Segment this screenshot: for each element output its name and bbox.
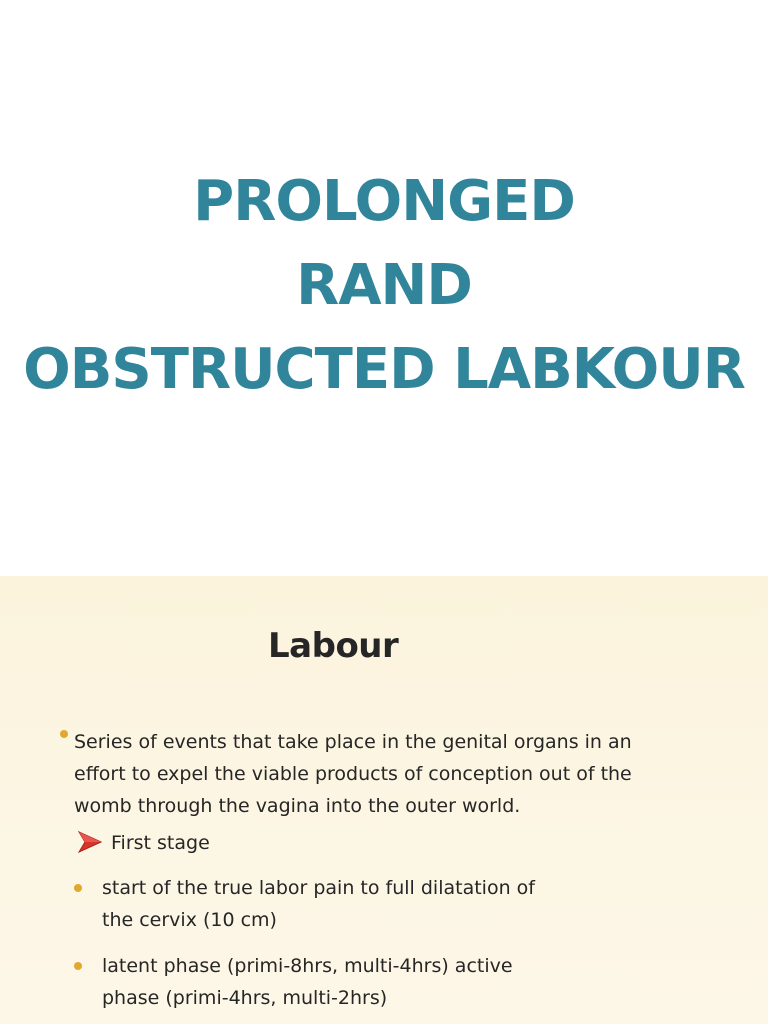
bullet-dot-icon	[74, 884, 82, 892]
title-line-1: PROLONGED	[193, 169, 575, 234]
sub-bullet-text: latent phase (primi-8hrs, multi-4hrs) active phase (primi-4hrs, multi-2hrs)	[102, 955, 513, 1009]
sub-bullet-text: start of the true labor pain to full dilatation of the cervix (10 cm)	[102, 877, 535, 931]
arrow-right-icon	[78, 831, 102, 853]
arrow-item-label: First stage	[111, 832, 210, 854]
title-line-3: OBSTRUCTED LABKOUR	[23, 337, 745, 402]
content-slide	[0, 576, 768, 1024]
title-line-2: RAND	[296, 253, 472, 318]
bullet-dot-icon	[60, 730, 68, 738]
slide-title	[0, 160, 768, 412]
slide-heading: Labour	[268, 626, 399, 666]
main-bullet-text: Series of events that take place in the genital organs in an effort to expel the viable products of conception out of the womb through the vagina into the outer world.	[74, 731, 632, 817]
bullet-dot-icon	[74, 962, 82, 970]
